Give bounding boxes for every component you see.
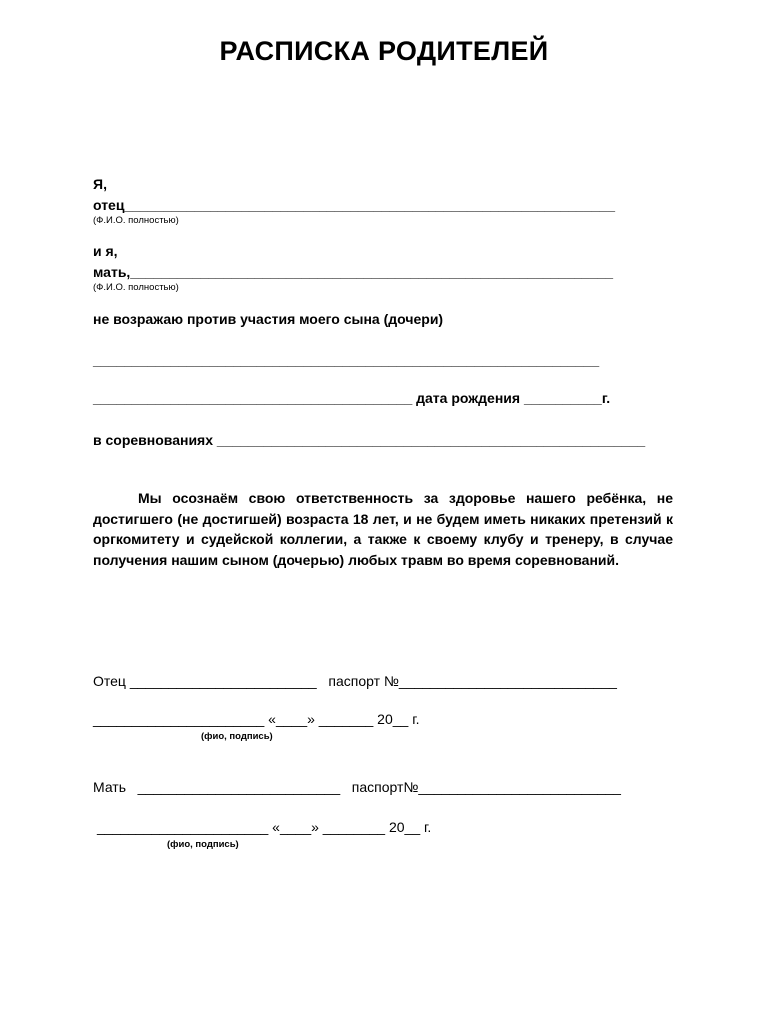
father-signature-line: Отец ________________________ паспорт №____________________________ xyxy=(93,673,617,689)
mother-name-line: мать,______________________________________________________________ xyxy=(93,264,614,280)
father-sign-hint: (фио, подпись) xyxy=(201,731,273,742)
mother-signature-line: Мать __________________________ паспорт№__________________________ xyxy=(93,779,621,795)
father-intro: Я, xyxy=(93,176,107,192)
mother-intro: и я, xyxy=(93,243,118,259)
father-name-line: отец_______________________________________________________________ xyxy=(93,197,615,213)
father-date-line: ______________________ «____» _______ 20__ г. xyxy=(93,711,420,727)
mother-sign-hint: (фио, подпись) xyxy=(167,839,239,850)
responsibility-paragraph: Мы осознаём свою ответственность за здоровье нашего ребёнка, не достигшего (не достигшей) возраста 18 лет, и не будем иметь никаких претензий к оргкомитету и судейской коллегии, а также к своему клубу и тренеру, в случае получения нашим сыном (дочерью) любых травм во время соревнований. xyxy=(93,490,673,568)
child-name-line: _________________________________________________________________ xyxy=(93,352,600,368)
father-fio-hint: (Ф.И.О. полностью) xyxy=(93,215,179,226)
document-title: РАСПИСКА РОДИТЕЛЕЙ xyxy=(219,36,549,66)
child-birthdate-line: _________________________________________ дата рождения __________г. xyxy=(93,390,611,406)
competitions-line: в соревнованиях _______________________________________________________ xyxy=(93,432,646,448)
consent-text: не возражаю против участия моего сына (дочери) xyxy=(93,311,444,327)
mother-fio-hint: (Ф.И.О. полностью) xyxy=(93,282,179,293)
mother-date-line: ______________________ «____» ________ 20__ г. xyxy=(97,819,432,835)
